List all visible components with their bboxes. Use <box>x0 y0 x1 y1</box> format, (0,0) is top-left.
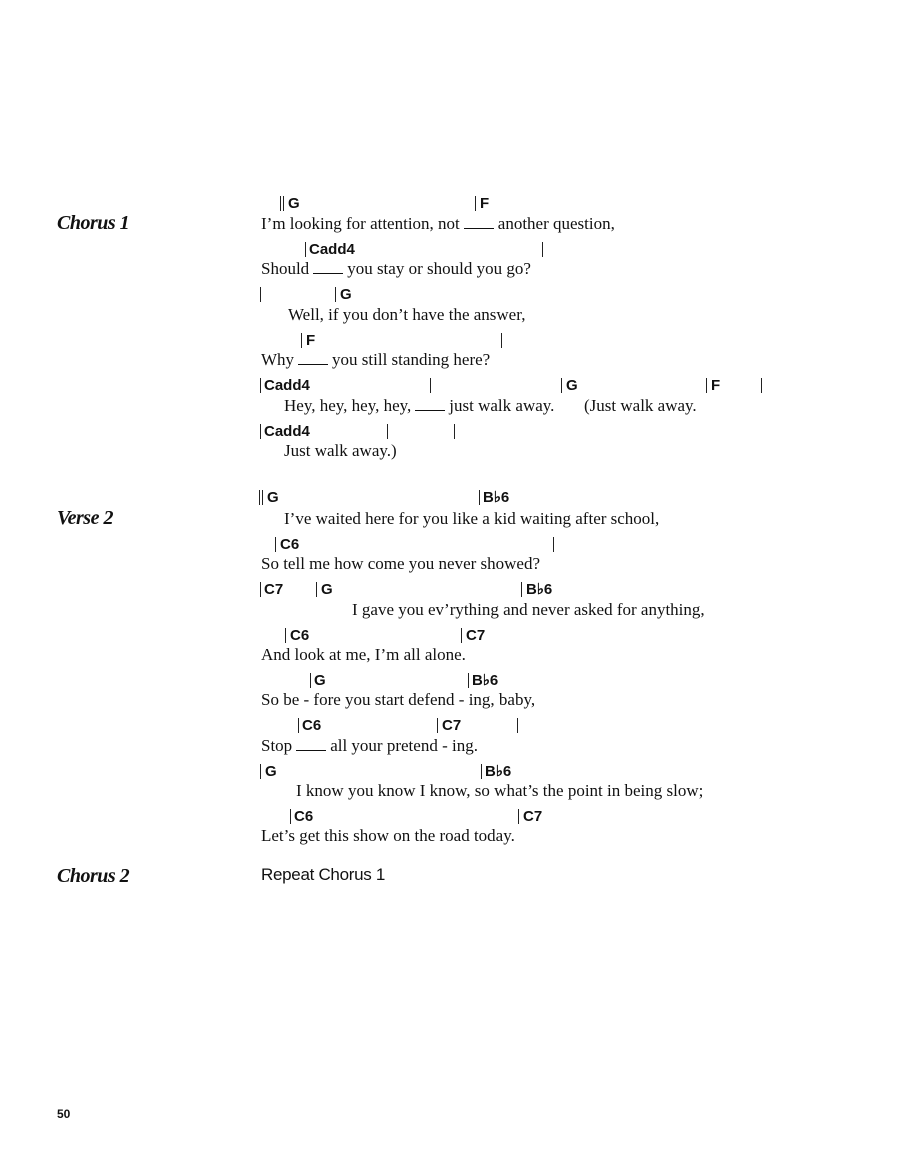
chord-c7: C7 <box>466 627 486 644</box>
lyric-text: just walk away. <box>449 396 555 415</box>
bar-line <box>260 378 261 393</box>
bar-line <box>430 378 431 393</box>
lyric-text: you still standing here? <box>332 350 491 369</box>
section-label-verse-2: Verse 2 <box>57 507 113 529</box>
chord-g: G <box>265 763 277 780</box>
bar-line <box>260 287 261 302</box>
bar-line <box>481 764 482 779</box>
chord-g: G <box>566 377 578 394</box>
chord-g: G <box>288 195 300 212</box>
lyric-line: Just walk away.) <box>284 441 397 460</box>
repeat-instruction: Repeat Chorus 1 <box>261 865 386 884</box>
bar-line <box>285 628 286 643</box>
chord-c7: C7 <box>442 717 462 734</box>
chord-g: G <box>340 286 352 303</box>
chord-f: F <box>306 332 316 349</box>
lyric-line <box>261 259 531 279</box>
lyric-blank <box>415 397 445 411</box>
chord-c7: C7 <box>264 581 284 598</box>
lyric-text: Should <box>261 259 310 278</box>
chord-f: F <box>711 377 721 394</box>
chord-bb6: B♭6 <box>485 763 512 780</box>
bar-line <box>517 718 518 733</box>
bar-line <box>260 582 261 597</box>
bar-line <box>454 424 455 439</box>
bar-line <box>260 424 261 439</box>
page-number: 50 <box>57 1107 71 1121</box>
bar-line <box>706 378 707 393</box>
lyric-line: I know you know I know, so what’s the point in being slow; <box>296 781 704 800</box>
lyric-text: Stop <box>261 736 293 755</box>
lyric-text: you stay or should you go? <box>347 259 531 278</box>
lyric-line <box>261 736 478 756</box>
bar-line <box>335 287 336 302</box>
section-label-chorus-1: Chorus 1 <box>57 212 130 234</box>
bar-line <box>310 673 311 688</box>
chord-c6: C6 <box>280 536 300 553</box>
chord-bb6: B♭6 <box>483 489 510 506</box>
lyric-text: (Just walk away. <box>584 396 697 415</box>
chord-bb6: B♭6 <box>526 581 553 598</box>
lyric-blank <box>464 215 494 229</box>
bar-line <box>553 537 554 552</box>
bar-line <box>475 196 476 211</box>
lyric-line <box>284 396 554 416</box>
bar-line <box>468 673 469 688</box>
bar-line <box>301 333 302 348</box>
bar-line <box>275 537 276 552</box>
chord-c6: C6 <box>290 627 310 644</box>
bar-line <box>290 809 291 824</box>
double-bar-line <box>280 196 284 211</box>
chord-g: G <box>314 672 326 689</box>
bar-line <box>479 490 480 505</box>
lyric-line: I’ve waited here for you like a kid waiting after school, <box>284 509 660 528</box>
bar-line <box>260 764 261 779</box>
chord-bb6: B♭6 <box>472 672 499 689</box>
chord-cadd4: Cadd4 <box>309 241 355 258</box>
bar-line <box>437 718 438 733</box>
bar-line <box>316 582 317 597</box>
lyric-text: Why <box>261 350 295 369</box>
bar-line <box>461 628 462 643</box>
chord-cadd4: Cadd4 <box>264 377 310 394</box>
chord-g: G <box>267 489 279 506</box>
bar-line <box>521 582 522 597</box>
lyric-text: Hey, hey, hey, hey, <box>284 396 412 415</box>
bar-line <box>501 333 502 348</box>
chord-f: F <box>480 195 490 212</box>
bar-line <box>305 242 306 257</box>
lyric-blank <box>296 737 326 751</box>
lyric-blank <box>298 351 328 365</box>
bar-line <box>761 378 762 393</box>
bar-line <box>561 378 562 393</box>
lyric-line: Let’s get this show on the road today. <box>261 826 515 845</box>
lyric-text: all your pretend - ing. <box>330 736 478 755</box>
bar-line <box>298 718 299 733</box>
lyric-line <box>261 350 490 370</box>
bar-line <box>542 242 543 257</box>
lyric-blank <box>313 260 343 274</box>
lyric-text: another question, <box>497 214 615 233</box>
double-bar-line <box>259 490 263 505</box>
lyric-text: I’m looking for attention, not <box>261 214 460 233</box>
bar-line <box>387 424 388 439</box>
lyric-line: So be - fore you start defend - ing, baby, <box>261 690 536 709</box>
lyric-line: And look at me, I’m all alone. <box>261 645 466 664</box>
chord-cadd4: Cadd4 <box>264 423 310 440</box>
lyric-line: I gave you ev’rything and never asked for anything, <box>352 600 705 619</box>
chord-c6: C6 <box>294 808 314 825</box>
bar-line <box>518 809 519 824</box>
chord-c6: C6 <box>302 717 322 734</box>
section-label-chorus-2: Chorus 2 <box>57 865 130 887</box>
lyric-line: Well, if you don’t have the answer, <box>288 305 526 324</box>
chord-c7: C7 <box>523 808 543 825</box>
lyric-line: So tell me how come you never showed? <box>261 554 541 573</box>
lyric-line <box>261 214 615 234</box>
chord-g: G <box>321 581 333 598</box>
